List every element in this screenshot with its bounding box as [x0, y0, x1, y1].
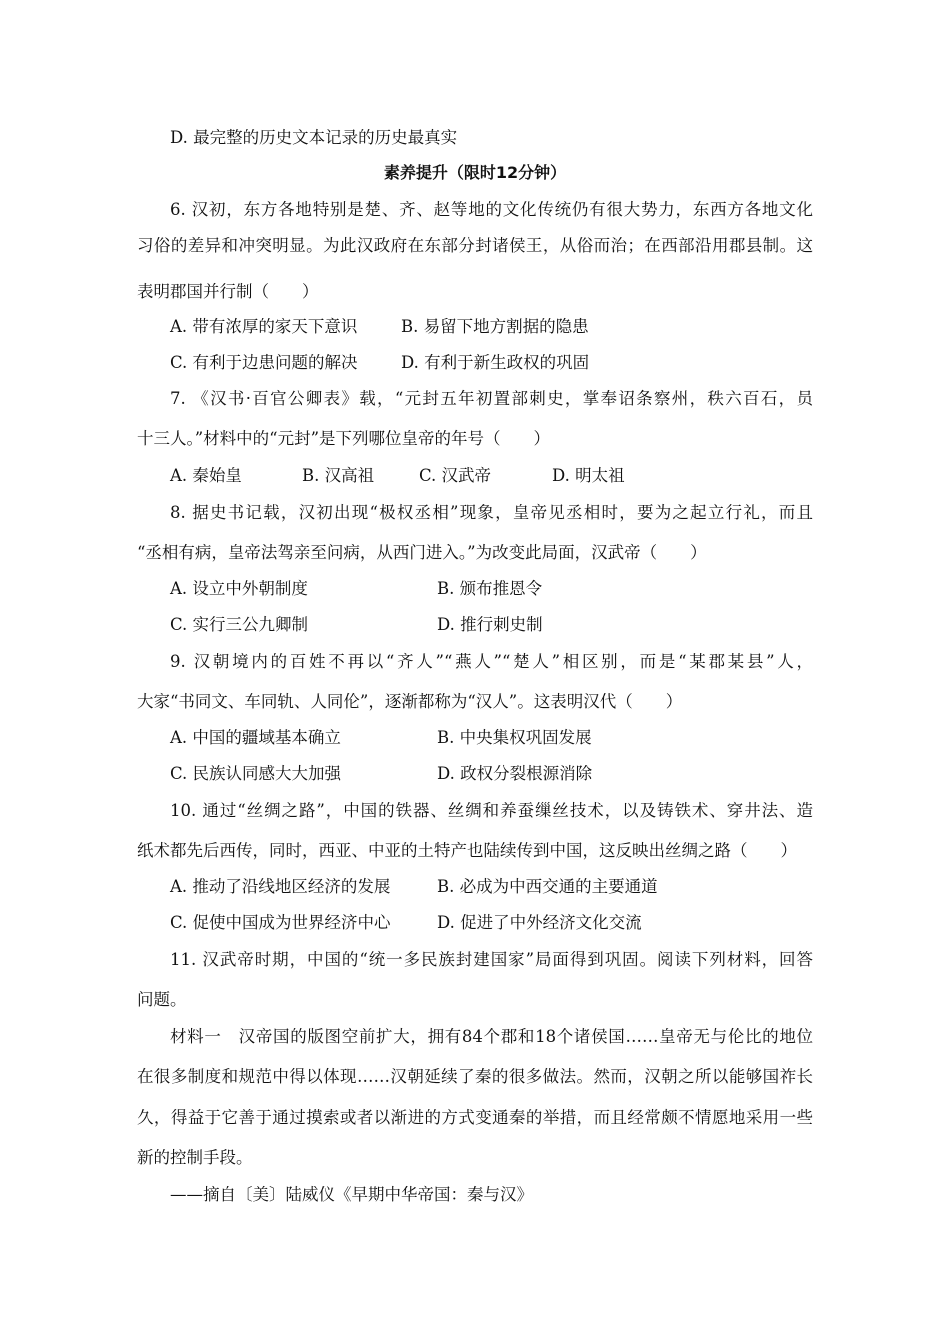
option-a: A. 中国的疆域基本确立 — [170, 728, 341, 747]
option-b: B. 中央集权巩固发展 — [437, 728, 592, 747]
material-text: 在很多制度和规范中得以体现……汉朝延续了秦的很多做法。然而，汉朝之所以能够国祚长 — [137, 1067, 813, 1086]
option-a: A. 秦始皇 — [170, 466, 242, 485]
question-text: 大家“书同文、车同轨、人同伦”，逐渐都称为“汉人”。这表明汉代（ ） — [137, 692, 683, 711]
option-c: C. 民族认同感大大加强 — [170, 764, 342, 783]
question-text: 8. 据史书记载，汉初出现“极权丞相”现象，皇帝见丞相时，要为之起立行礼，而且 — [170, 503, 813, 522]
option-b: B. 汉高祖 — [302, 466, 375, 485]
option-c: C. 汉武帝 — [419, 466, 492, 485]
question-text: 纸术都先后西传，同时，西亚、中亚的土特产也陆续传到中国，这反映出丝绸之路（ ） — [137, 841, 797, 860]
question-text: 10. 通过“丝绸之路”，中国的铁器、丝绸和养蚕缫丝技术，以及铸铁术、穿井法、造 — [170, 801, 813, 820]
question-text: 6. 汉初，东方各地特别是楚、齐、赵等地的文化传统仍有很大势力，东西方各地文化 — [170, 200, 813, 219]
option-b: B. 易留下地方割据的隐患 — [401, 317, 589, 336]
material-text: 材料一 汉帝国的版图空前扩大，拥有84个郡和18个诸侯国……皇帝无与伦比的地位 — [170, 1027, 813, 1046]
material-text: 新的控制手段。 — [137, 1148, 253, 1167]
option-b: B. 必成为中西交通的主要通道 — [437, 877, 658, 896]
option-c: C. 促使中国成为世界经济中心 — [170, 913, 391, 932]
option-d: D. 推行刺史制 — [437, 615, 543, 634]
question-text: 9. 汉朝境内的百姓不再以“齐人”“燕人”“楚人”相区别，而是“某郡某县”人， — [170, 652, 813, 671]
option-b: B. 颁布推恩令 — [437, 579, 543, 598]
question-text: 11. 汉武帝时期，中国的“统一多民族封建国家”局面得到巩固。阅读下列材料，回答 — [170, 950, 813, 969]
option-a: A. 设立中外朝制度 — [170, 579, 308, 598]
option-a: A. 带有浓厚的家天下意识 — [170, 317, 358, 336]
question-text: 表明郡国并行制（ ） — [137, 282, 319, 301]
question-text: “丞相有病，皇帝法驾亲至问病，从西门进入。”为改变此局面，汉武帝（ ） — [137, 543, 707, 562]
section-title: 素养提升（限时12分钟） — [383, 163, 567, 182]
question-text: 7. 《汉书·百官公卿表》载，“元封五年初置部刺史，掌奉诏条察州，秩六百石，员 — [170, 389, 813, 408]
option-c: C. 有利于边患问题的解决 — [170, 353, 358, 372]
material-text: 久，得益于它善于通过摸索或者以渐进的方式变通秦的举措，而且经常颇不情愿地采用一些 — [137, 1108, 813, 1127]
option-d: D. 促进了中外经济文化交流 — [437, 913, 642, 932]
option-d: D. 政权分裂根源消除 — [437, 764, 593, 783]
material-source: ——摘自〔美〕陆威仪《早期中华帝国：秦与汉》 — [170, 1185, 533, 1204]
question-text: 问题。 — [137, 990, 187, 1009]
question-text: 十三人。”材料中的“元封”是下列哪位皇帝的年号（ ） — [137, 429, 551, 448]
q5-option-d: D. 最完整的历史文本记录的历史最真实 — [170, 128, 458, 147]
option-d: D. 明太祖 — [552, 466, 625, 485]
option-d: D. 有利于新生政权的巩固 — [401, 353, 590, 372]
option-a: A. 推动了沿线地区经济的发展 — [170, 877, 391, 896]
question-text: 习俗的差异和冲突明显。为此汉政府在东部分封诸侯王，从俗而治；在西部沿用郡县制。这 — [137, 236, 813, 255]
option-c: C. 实行三公九卿制 — [170, 615, 309, 634]
